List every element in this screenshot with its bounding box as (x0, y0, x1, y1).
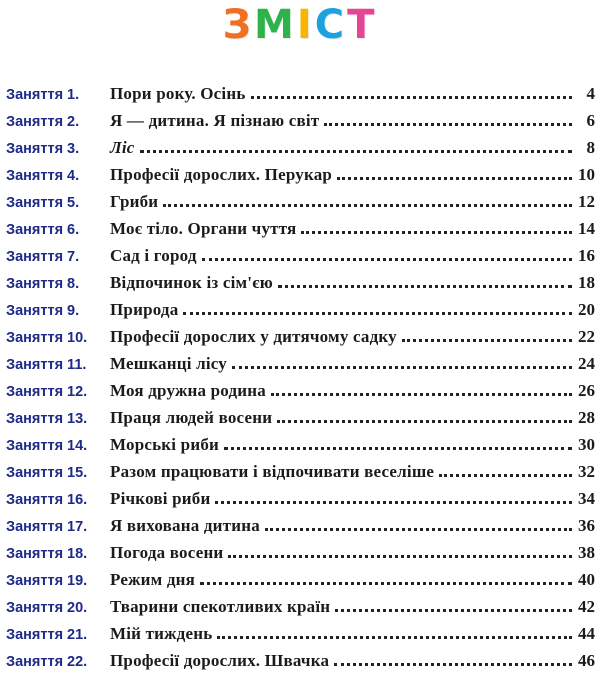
lesson-number: Заняття 5. (6, 195, 80, 211)
dot-leader (183, 311, 572, 315)
lesson-topic: Моє тіло. Органи чуття (110, 219, 297, 238)
toc-entry[interactable] (6, 512, 595, 539)
lesson-number: Заняття 21. (6, 627, 88, 643)
page-number: 38 (578, 543, 595, 562)
dot-leader (278, 284, 572, 288)
dot-leader (402, 338, 572, 342)
lesson-number: Заняття 22. (6, 654, 88, 670)
toc-entry[interactable] (6, 107, 595, 134)
lesson-number: Заняття 8. (6, 276, 80, 292)
dot-leader (335, 608, 572, 612)
page-number: 22 (578, 327, 595, 346)
page-number: 16 (578, 246, 595, 265)
lesson-topic: Погода восени (110, 543, 224, 562)
toc-entry[interactable] (6, 242, 595, 269)
dot-leader (337, 176, 572, 180)
toc-entry[interactable] (6, 566, 595, 593)
toc-entry[interactable] (6, 431, 595, 458)
toc-entry[interactable] (6, 350, 595, 377)
lesson-number: Заняття 14. (6, 438, 88, 454)
toc-entry[interactable] (6, 323, 595, 350)
table-of-contents (6, 80, 595, 674)
lesson-topic: Разом працювати і відпочивати веселіше (110, 462, 435, 481)
toc-entry[interactable] (6, 134, 595, 161)
lesson-topic: Мешканці лісу (110, 354, 228, 373)
lesson-topic: Я — дитина. Я пізнаю світ (110, 111, 320, 130)
page-number: 24 (578, 354, 595, 373)
lesson-number: Заняття 3. (6, 141, 80, 157)
lesson-topic: Річкові риби (110, 489, 211, 508)
dot-leader (228, 554, 572, 558)
lesson-topic: Я вихована дитина (110, 516, 260, 535)
page-number: 42 (578, 597, 595, 616)
lesson-topic: Тварини спекотливих країн (110, 597, 331, 616)
lesson-topic: Пори року. Осінь (110, 84, 246, 103)
page-number: 8 (586, 138, 595, 157)
dot-leader (439, 473, 572, 477)
toc-entry[interactable] (6, 620, 595, 647)
lesson-number: Заняття 4. (6, 168, 80, 184)
contents-title (0, 2, 600, 48)
lesson-topic: Ліс (110, 138, 135, 157)
page-number: 20 (578, 300, 595, 319)
page-number: 18 (578, 273, 595, 292)
toc-entry[interactable] (6, 647, 595, 674)
lesson-topic: Професії дорослих у дитячому садку (110, 327, 397, 346)
lesson-number: Заняття 13. (6, 411, 88, 427)
title-letter: З (222, 2, 255, 48)
lesson-topic: Морські риби (110, 435, 220, 454)
dot-leader (215, 500, 572, 504)
lesson-topic: Професії дорослих. Перукар (110, 165, 333, 184)
title-letter: С (314, 2, 348, 48)
lesson-number: Заняття 18. (6, 546, 88, 562)
dot-leader (265, 527, 572, 531)
toc-entry[interactable] (6, 404, 595, 431)
page-number: 10 (578, 165, 595, 184)
title-letter: М (254, 2, 297, 48)
lesson-number: Заняття 1. (6, 87, 80, 103)
lesson-number: Заняття 12. (6, 384, 88, 400)
dot-leader (224, 446, 572, 450)
lesson-topic: Моя дружна родина (110, 381, 266, 400)
lesson-number: Заняття 16. (6, 492, 88, 508)
lesson-number: Заняття 10. (6, 330, 88, 346)
toc-entry[interactable] (6, 161, 595, 188)
lesson-topic: Режим дня (110, 570, 196, 589)
page-number: 36 (578, 516, 595, 535)
lesson-topic: Гриби (110, 192, 159, 211)
toc-entry[interactable] (6, 215, 595, 242)
dot-leader (251, 95, 572, 99)
lesson-topic: Природа (110, 300, 179, 319)
toc-entry[interactable] (6, 296, 595, 323)
toc-entry[interactable] (6, 539, 595, 566)
page-number: 26 (578, 381, 595, 400)
toc-entry[interactable] (6, 377, 595, 404)
dot-leader (334, 662, 572, 666)
lesson-number: Заняття 19. (6, 573, 88, 589)
toc-entry[interactable] (6, 269, 595, 296)
lesson-topic: Сад і город (110, 246, 197, 265)
page-number: 44 (578, 624, 595, 643)
lesson-number: Заняття 20. (6, 600, 88, 616)
page-number: 34 (578, 489, 595, 508)
dot-leader (200, 581, 572, 585)
dot-leader (202, 257, 572, 261)
toc-entry[interactable] (6, 485, 595, 512)
page-number: 46 (578, 651, 595, 670)
dot-leader (163, 203, 572, 207)
toc-entry[interactable] (6, 80, 595, 107)
dot-leader (277, 419, 572, 423)
page-number: 28 (578, 408, 595, 427)
page-number: 4 (586, 84, 595, 103)
page-number: 32 (578, 462, 595, 481)
page-number: 40 (578, 570, 595, 589)
lesson-number: Заняття 17. (6, 519, 88, 535)
toc-entry[interactable] (6, 188, 595, 215)
lesson-number: Заняття 9. (6, 303, 80, 319)
lesson-topic: Мій тиждень (110, 624, 213, 643)
lesson-topic: Професії дорослих. Швачка (110, 651, 330, 670)
page-number: 12 (578, 192, 595, 211)
title-letter: Т (347, 2, 378, 48)
toc-entry[interactable] (6, 593, 595, 620)
dot-leader (324, 122, 572, 126)
toc-entry[interactable] (6, 458, 595, 485)
lesson-number: Заняття 6. (6, 222, 80, 238)
dot-leader (301, 230, 572, 234)
page-number: 6 (586, 111, 595, 130)
lesson-number: Заняття 7. (6, 249, 80, 265)
dot-leader (271, 392, 572, 396)
lesson-topic: Відпочинок із сім'єю (110, 273, 273, 292)
page-number: 14 (578, 219, 595, 238)
dot-leader (217, 635, 572, 639)
dot-leader (232, 365, 572, 369)
page-number: 30 (578, 435, 595, 454)
dot-leader (140, 149, 572, 153)
lesson-number: Заняття 2. (6, 114, 80, 130)
lesson-number: Заняття 15. (6, 465, 88, 481)
lesson-topic: Праця людей восени (110, 408, 273, 427)
title-letter: І (296, 2, 315, 48)
lesson-number: Заняття 11. (6, 357, 87, 373)
